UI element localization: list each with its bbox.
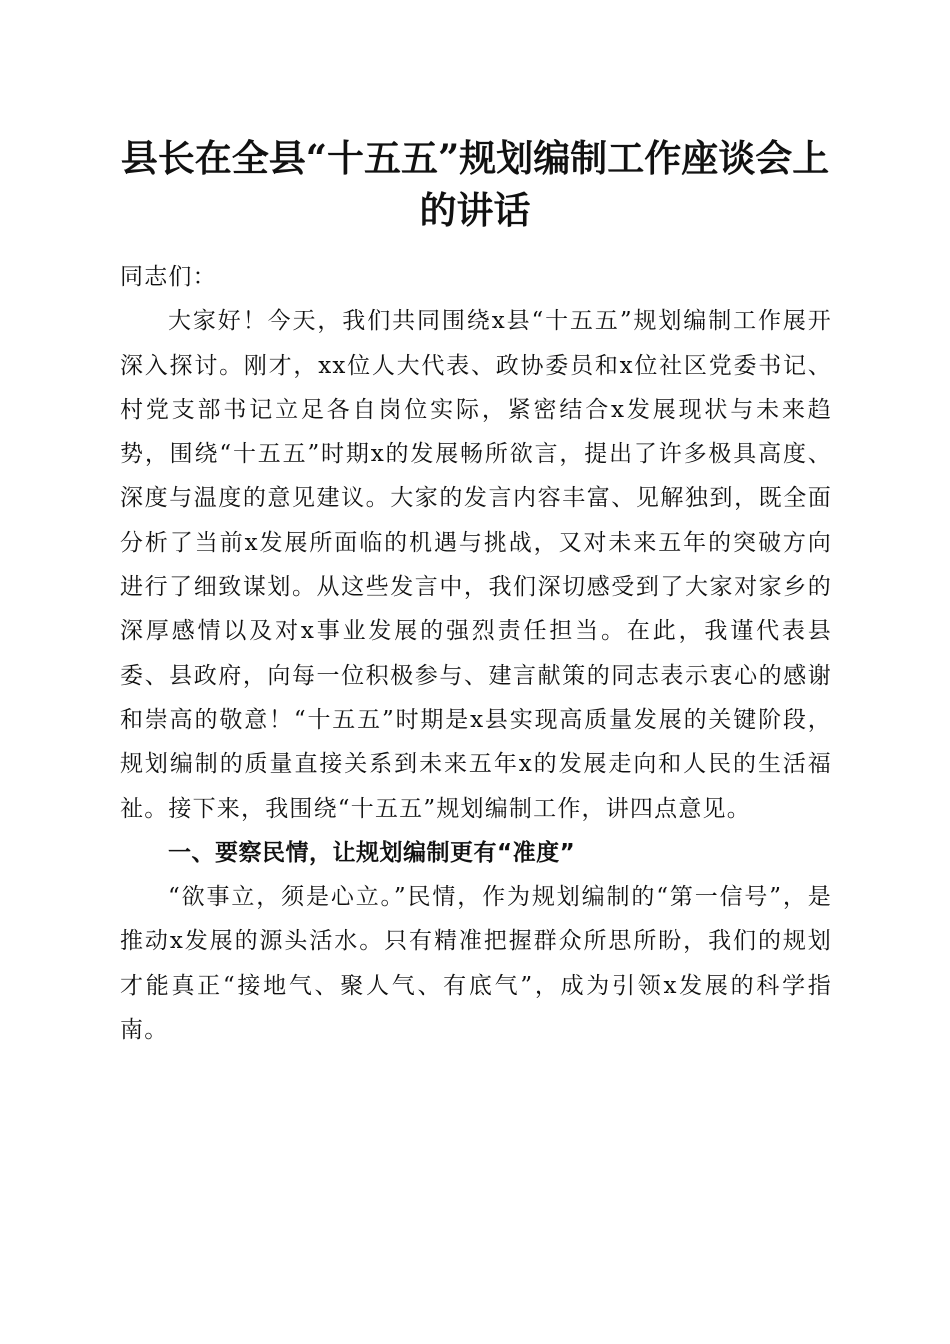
paragraph-section-1: “欲事立，须是心立。”民情，作为规划编制的“第一信号”，是推动x发展的源头活水。只有精准把握群众所思所盼，我们的规划才能真正“接地气、聚人气、有底气”，成为引领x发展的科学指南。 (120, 884, 832, 1044)
title-line-1: 县长在全县“十五五”规划编制工作座谈会上 (120, 136, 830, 180)
title-line-2: 的讲话 (419, 188, 531, 232)
paragraph-opening: 大家好！今天，我们共同围绕x县“十五五”规划编制工作展开深入探讨。刚才，xx位人大代表、政协委员和x位社区党委书记、村党支部书记立足各自岗位实际，紧密结合x发展现状与未来趋势，围绕“十五五”时期x的发展畅所欲言，提出了许多极具高度、深度与温度的意见建议。大家的发言内容丰富、见解独到，既全面分析了当前x发展所面临的机遇与挑战，又对未来五年的突破方向进行了细致谋划。从这些发言中，我们深切感受到了大家对家乡的深厚感情以及对x事业发展的强烈责任担当。在此，我谨代表县委、县政府，向每一位积极参与、建言献策的同志表示衷心的感谢和崇高的敬意！“十五五”时期是x县实现高质量发展的关键阶段，规划编制的质量直接关系到未来五年x的发展走向和人民的生活福祉。接下来，我围绕“十五五”规划编制工作，讲四点意见。 (120, 308, 832, 822)
document-body (120, 255, 832, 1052)
document-title (100, 132, 850, 236)
section-heading-1: 一、要察民情，让规划编制更有“准度” (168, 839, 576, 866)
salutation: 同志们： (120, 264, 217, 290)
